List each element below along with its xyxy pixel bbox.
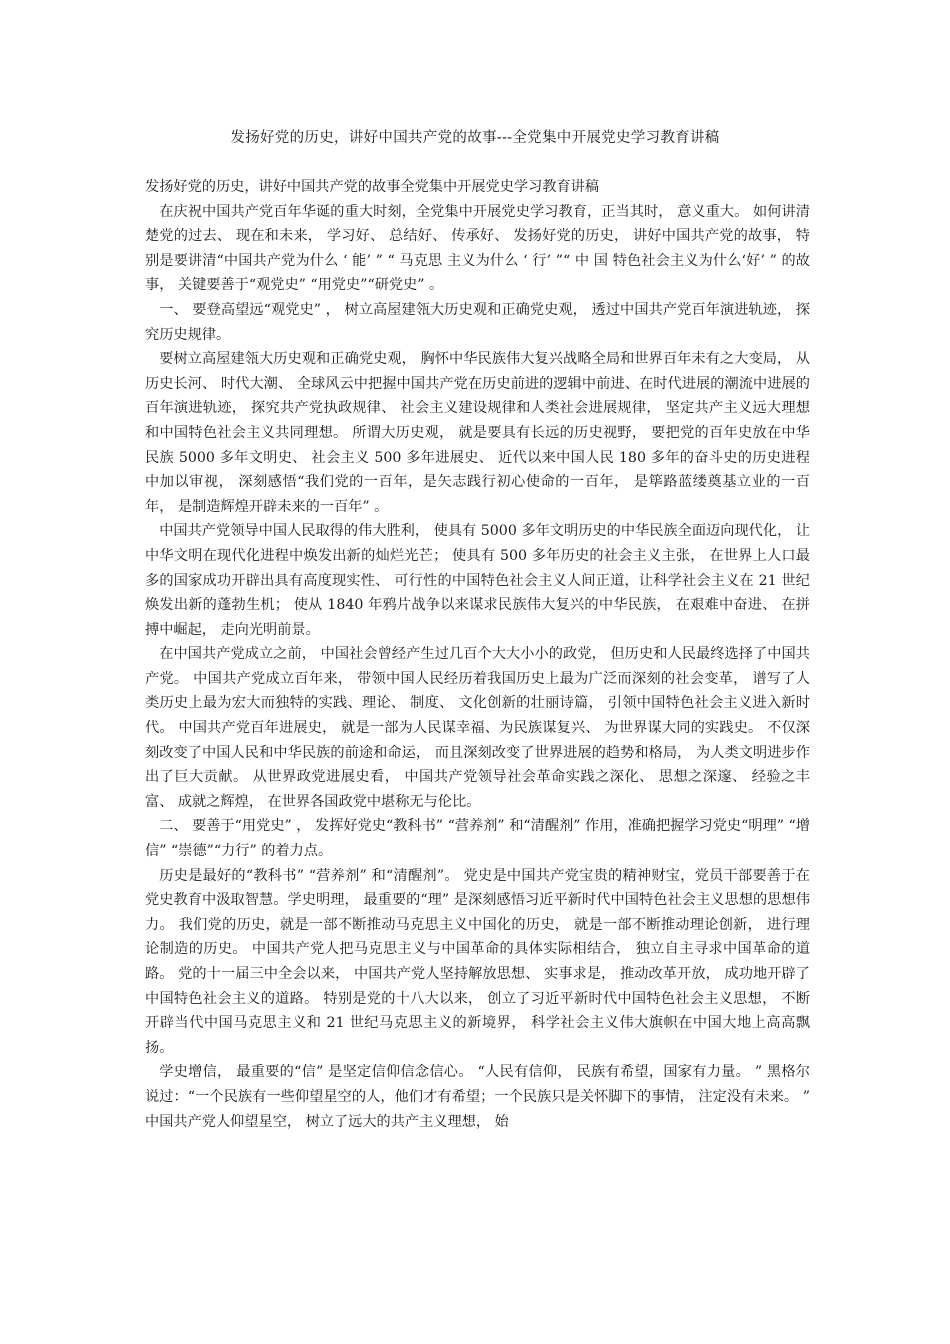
document-subtitle: 发扬好党的历史，讲好中国共产党的故事全党集中开展党史学习教育讲稿 <box>145 179 600 195</box>
body-paragraph: 要树立高屋建瓴大历史观和正确党史观， 胸怀中华民族伟大复兴战略全局和世界百年未有之大变局， 从历史长河、 时代大潮、 全球风云中把握中国共产党在历史前进的逻辑中前进、在时代进展的潮流中进展的百年演进轨迹， 探究共产党执政规律、 社会主义建设规律和人类社会进展规律， 坚定共产主义远大理想和中国特色社会主义共同理想。 所谓大历史观， 就是要具有长远的历史视野， 要把党的百年史放在中华民族 5000 多年文明史、 社会主义 500 多年进展史、 近代以来中国人民 180 多年的奋斗史的历史进程中加以审视， 深刻感悟“我们党的一百年，是矢志践行初心使命的一百年， 是筚路蓝缕奠基立业的一百年， 是制造辉煌开辟未来的一百年” 。 <box>145 351 810 515</box>
body-paragraph: 在中国共产党成立之前， 中国社会曾经产生过几百个大大小小的政党， 但历史和人民最终选择了中国共产党。 中国共产党成立百年来， 带领中国人民经历着我国历史上最为广泛而深刻的社会变革， 谱写了人类历史上最为宏大而独特的实践、理论、 制度、 文化创新的壮丽诗篇， 引领中国特色社会主义进入新时代。 中国共产党百年进展史， 就是一部为人民谋幸福、为民族谋复兴、 为世界谋大同的实践史。 不仅深刻改变了中国人民和中华民族的前途和命运， 而且深刻改变了世界进展的趋势和格局， 为人类文明进步作出了巨大贡献。 从世界政党进展史看， 中国共产党领导社会革命实践之深化、 思想之深邃、 经验之丰富、 成就之辉煌， 在世界各国政党中堪称无与伦比。 <box>145 646 810 810</box>
section-heading-1: 一、 要登高望远“观党史” ， 树立高屋建瓴大历史观和正确党史观， 透过中国共产党百年演进轨迹， 探究历史规律。 <box>145 301 810 343</box>
document-body <box>145 175 810 1134</box>
section-heading-2: 二、 要善于“用党史” ， 发挥好党史“教科书” “营养剂” 和“清醒剂” 作用，准确把握学习党史“明理” “增信” “崇德”“力行” 的着力点。 <box>145 818 810 860</box>
body-paragraph: 中国共产党领导中国人民取得的伟大胜利， 使具有 5000 多年文明历史的中华民族全面迈向现代化， 让中华文明在现代化进程中焕发出新的灿烂光芒； 使具有 500 多年历史的社会主义主张， 在世界上人口最多的国家成功开辟出具有高度现实性、 可行性的中国特色社会主义人间正道，让科学社会主义在 21 世纪焕发出新的蓬勃生机； 使从 1840 年鸦片战争以来谋求民族伟大复兴的中华民族， 在艰难中奋进、 在拼搏中崛起， 走向光明前景。 <box>145 523 810 638</box>
body-paragraph: 在庆祝中国共产党百年华诞的重大时刻，全党集中开展党史学习教育，正当其时， 意义重大。 如何讲清楚党的过去、 现在和未来， 学习好、 总结好、 传承好、 发扬好党的历史， 讲好中国共产党的故事， 特别是要讲清“中国共产党为什么 ‘ 能’ ” “ 马克思 主义为什么 ‘ 行’ ”“ 中 国 特色社会主义为什么‘好’ ” 的故事， 关键要善于“观党史” “用党史”“研党史” 。 <box>145 203 810 294</box>
document-title: 发扬好党的历史，讲好中国共产党的故事---全党集中开展党史学习教育讲稿 <box>230 130 720 146</box>
body-paragraph: 学史增信， 最重要的“信” 是坚定信仰信念信心。 “人民有信仰， 民族有希望，国家有力量。 ” 黑格尔说过：“一个民族有一些仰望星空的人，他们才有希望；一个民族只是关怀脚下的事情， 注定没有未来。 ” 中国共产党人仰望星空， 树立了远大的共产主义理想， 始 <box>145 1064 810 1130</box>
body-paragraph: 历史是最好的“教科书” “营养剂” 和“清醒剂”。 党史是中国共产党宝贵的精神财宝，党员干部要善于在党史教育中汲取智慧。学史明理， 最重要的“理” 是深刻感悟习近平新时代中国特色社会主义思想的思想伟力。 我们党的历史，就是一部不断推动马克思主义中国化的历史， 就是一部不断推动理论创新， 进行理论制造的历史。 中国共产党人把马克思主义与中国革命的具体实际相结合， 独立自主寻求中国革命的道路。 党的十一届三中全会以来， 中国共产党人坚持解放思想、 实事求是， 推动改革开放， 成功地开辟了中国特色社会主义的道路。 特别是党的十八大以来， 创立了习近平新时代中国特色社会主义思想， 不断开辟当代中国马克思主义和 21 世纪马克思主义的新境界， 科学社会主义伟大旗帜在中国大地上高高飘扬。 <box>145 867 810 1056</box>
